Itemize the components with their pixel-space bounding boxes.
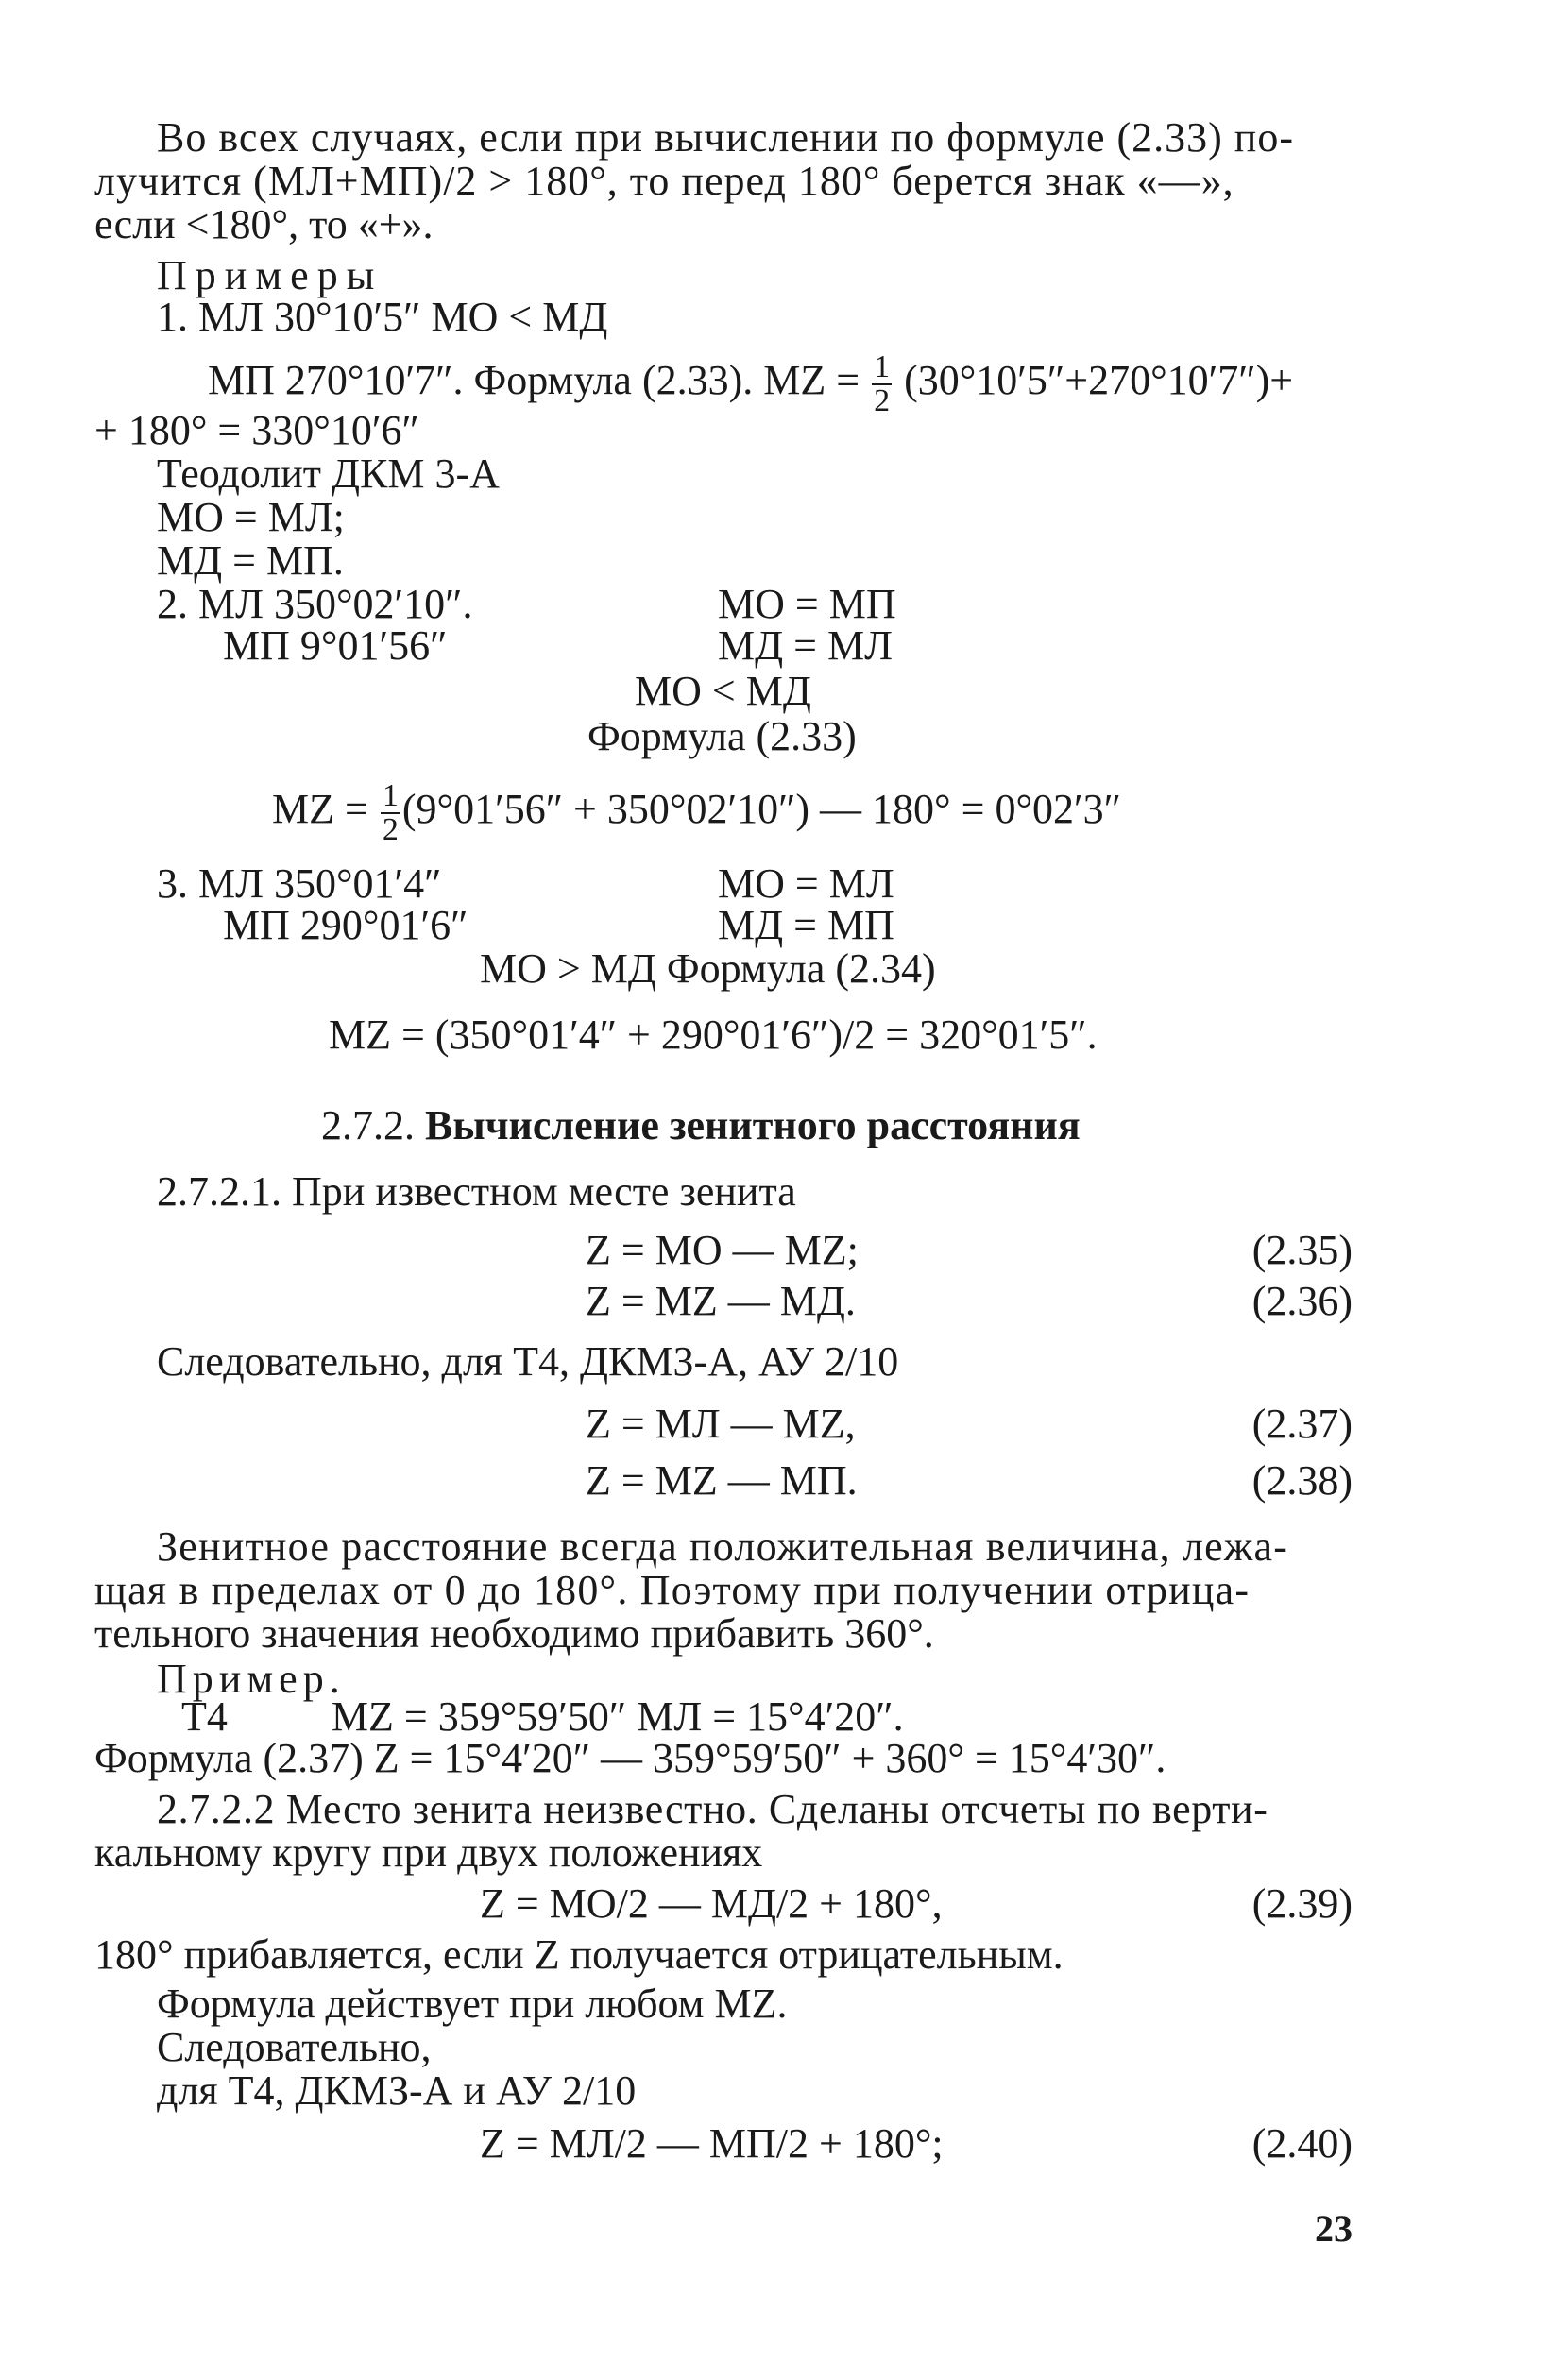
formula-2-38: Z = MZ — МП. (586, 1457, 858, 1504)
example-3-left-1: 3. МЛ 350°01′4″ (157, 860, 442, 907)
example-1-line-2: МП 270°10′7″. Формула (2.33). MZ = $\frac{1}{2}$ (30°10′5″+270°10′7″)+ (208, 349, 1294, 418)
section-heading (321, 1102, 1081, 1148)
page-number: 23 (1315, 2207, 1353, 2250)
paragraph-line-3: тельного значения необходимо прибавить 360°. (94, 1610, 934, 1657)
example-1-line-6: МД = МП. (157, 537, 344, 584)
equation-number-2-40: (2.40) (1251, 2120, 1353, 2167)
formula-2-37: Z = МЛ — MZ, (586, 1401, 856, 1447)
example-2-center-1: МО < МД (635, 668, 811, 714)
example-2-left-1: 2. МЛ 350°02′10″. (157, 581, 473, 627)
example-2-center-2: Формула (2.33) (587, 713, 857, 759)
example-3-right-2: МД = МП (718, 902, 894, 948)
example-2-right-2: МД = МЛ (718, 622, 893, 669)
example-2-formula: MZ = $\frac{1}{2}$ (9°01′56″ + 350°02′10″) — 180° = 0°02′3″ (272, 778, 1121, 847)
formula-2-36: Z = MZ — МД. (586, 1278, 856, 1324)
example-line-1: Т4 MZ = 359°59′50″ МЛ = 15°4′20″. (181, 1693, 904, 1740)
subsection-1-heading: 2.7.2.1. При известном месте зенита (157, 1168, 796, 1215)
formula-2-39: Z = МО/2 — МД/2 + 180°, (480, 1880, 943, 1927)
example-1-line-1: 1. МЛ 30°10′5″ МО < МД (157, 294, 608, 340)
equation-number-2-39: (2.39) (1251, 1880, 1353, 1927)
example-2-left-2: МП 9°01′56″ (223, 622, 448, 669)
consequently-line: Следовательно, для Т4, ДКМЗ-А, АУ 2/10 (157, 1338, 899, 1385)
intro-line-2: лучится (МЛ+МП)/2 > 180°, то перед 180° берется знак «—», (94, 158, 1234, 204)
example-3-left-2: МП 290°01′6″ (223, 902, 468, 948)
example-3-formula: MZ = (350°01′4″ + 290°01′6″)/2 = 320°01′5″. (329, 1012, 1098, 1058)
subsection-2-line-4: Формула действует при любом MZ. (157, 1980, 788, 2027)
section-number: 2.7.2. (321, 1102, 415, 1148)
fraction-one-half: $\frac{1}{2}$ (382, 778, 399, 847)
paragraph-line-2: щая в пределах от 0 до 180°. Поэтому при получении отрица- (94, 1567, 1251, 1613)
example-line-2: Формула (2.37) Z = 15°4′20″ — 359°59′50″ + 360° = 15°4′30″. (94, 1735, 1166, 1781)
formula-2-40: Z = МЛ/2 — МП/2 + 180°; (480, 2120, 944, 2167)
formula-2-35: Z = МО — MZ; (586, 1227, 859, 1273)
example-heading: Пример. (157, 1656, 346, 1702)
examples-heading: Примеры (157, 252, 383, 298)
subsection-2-line-3: 180° прибавляется, если Z получается отрицательным. (94, 1931, 1064, 1978)
example-1-line-3: + 180° = 330°10′6″ (94, 407, 419, 453)
equation-number-2-38: (2.38) (1251, 1457, 1353, 1504)
example-1-line-5: МО = МЛ; (157, 494, 345, 540)
example-3-center-1: МО > МД Формула (2.34) (480, 945, 936, 992)
fraction-one-half: $\frac{1}{2}$ (874, 349, 891, 418)
equation-number-2-35: (2.35) (1251, 1227, 1353, 1273)
subsection-2-line-6: для Т4, ДКМЗ-А и АУ 2/10 (157, 2067, 637, 2114)
subsection-2-line-2: кальному кругу при двух положениях (94, 1829, 763, 1876)
subsection-2-line-1: 2.7.2.2 Место зенита неизвестно. Сделаны отсчеты по верти- (157, 1786, 1268, 1832)
example-1-line-4: Теодолит ДКМ 3-А (157, 450, 500, 497)
intro-line-3: если <180°, то «+». (94, 201, 434, 247)
intro-line-1: Во всех случаях, если при вычислении по формуле (2.33) по- (157, 114, 1294, 161)
paragraph-line-1: Зенитное расстояние всегда положительная величина, лежа- (157, 1523, 1289, 1570)
example-2-right-1: МО = МП (718, 581, 896, 627)
subsection-2-line-5: Следовательно, (157, 2024, 432, 2070)
example-3-right-1: МО = МЛ (718, 860, 894, 907)
section-title: Вычисление зенитного расстояния (425, 1102, 1081, 1148)
equation-number-2-37: (2.37) (1251, 1401, 1353, 1447)
equation-number-2-36: (2.36) (1251, 1278, 1353, 1324)
